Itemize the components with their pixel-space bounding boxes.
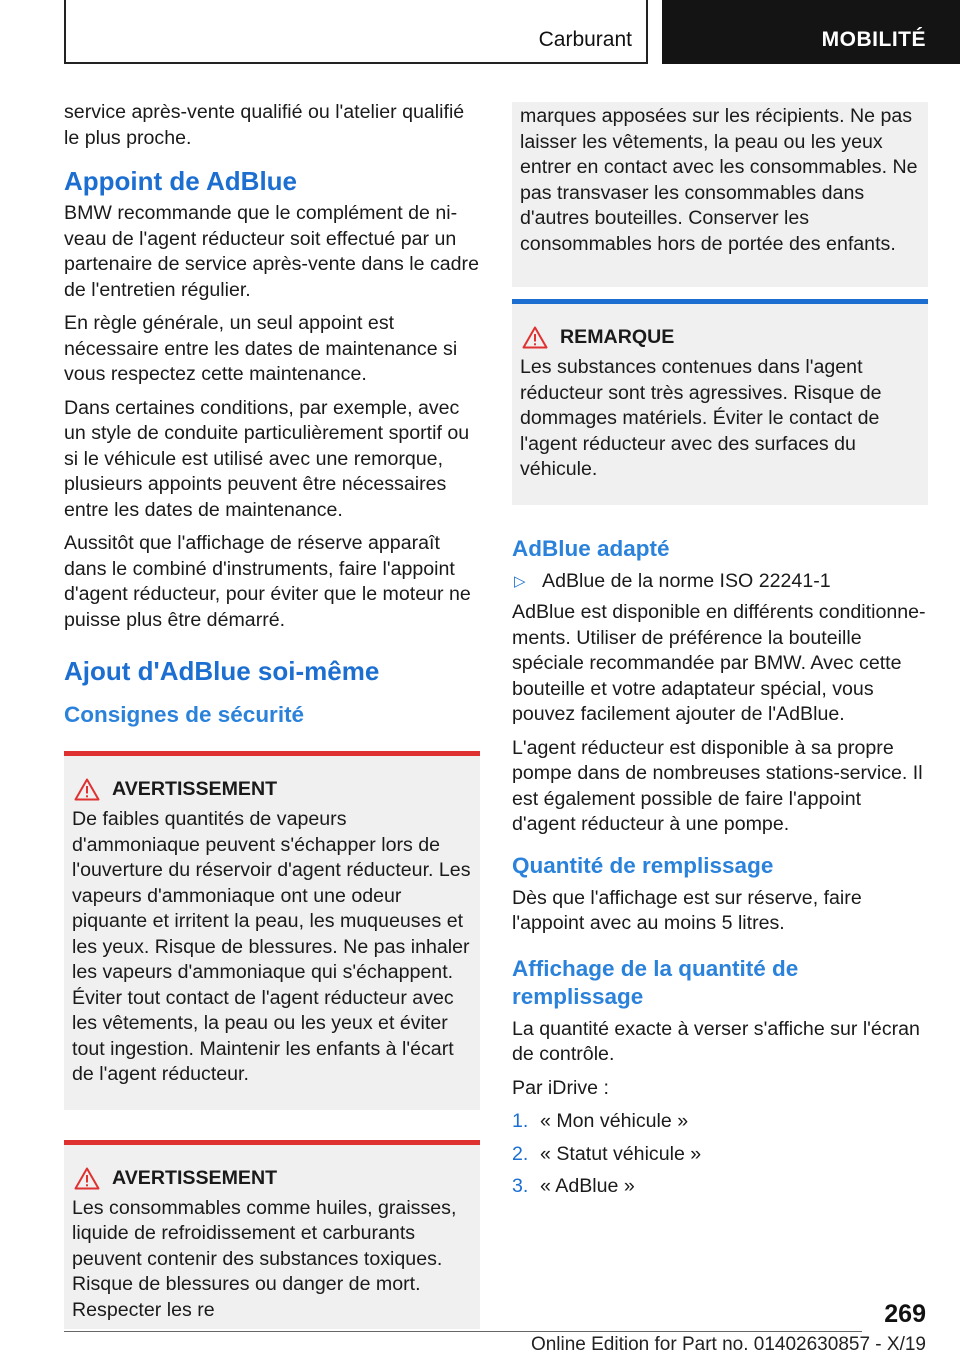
warning-triangle-icon <box>74 778 100 801</box>
step-list <box>512 1109 928 1200</box>
left-column <box>64 100 480 1329</box>
heading-affichage: Affichage de la quantité de remplissage <box>512 955 799 1009</box>
paragraph: L'agent réducteur est disponible à sa propre pompe dans de nombreuses stations-service. Il est également possible de faire l'appoint d'agent réducteur à une pompe. <box>512 736 923 835</box>
section-title: Carburant <box>538 28 632 51</box>
warning-text: Les consommables comme huiles, graisses, liquide de refroidissement et carburants peuvent contenir des substances toxiques. Risque de blessures ou danger de mort. Respecter les re <box>72 1196 457 1321</box>
list-item <box>512 1142 928 1168</box>
warning-box <box>64 751 480 1110</box>
step-text: « AdBlue » <box>540 1175 635 1197</box>
page-number: 269 <box>884 1300 926 1328</box>
warning-label: AVERTISSEMENT <box>112 1166 278 1189</box>
note-box <box>512 299 928 505</box>
note-text: Les substances contenues dans l'agent réducteur sont très agressives. Risque de dommages matériels. Éviter le contact de l'agent réducteur avec des surfaces du véhicule. <box>520 356 882 480</box>
note-label: REMARQUE <box>560 326 675 348</box>
note-header <box>520 326 920 349</box>
heading-consignes: Consignes de sécurité <box>64 702 305 727</box>
paragraph: BMW recommande que le complément de niveau de l'agent réducteur soit effectué par un partenaire de service après-vente dans le cadre de l'entretien régulier. <box>64 202 479 301</box>
step-text: « Mon véhicule » <box>540 1110 689 1132</box>
warning-triangle-icon <box>522 326 548 349</box>
header-chapter-tab <box>662 0 960 64</box>
warning-text: De faibles quantités de vapeurs d'ammoniaque peuvent s'échapper lors de l'ouverture du réservoir d'agent réducteur. Les vapeurs d'ammoniaque ont une odeur piquante et irritent la peau, les muqueuses et les yeux. Risque de blessures. Ne pas inhaler les vapeurs d'ammoniaque qui s'échappent. Éviter tout contact de l'agent réducteur avec les vêtements, la peau ou les yeux et éviter tout ingestion. Maintenir les enfants à l'écart de l'agent réducteur. <box>72 808 471 1085</box>
heading-quantite: Quantité de remplissage <box>512 852 774 878</box>
step-text: « Statut véhicule » <box>540 1142 702 1165</box>
step-number: 2. <box>512 1142 529 1165</box>
paragraph: La quantité exacte à verser s'affiche sur l'écran de contrôle. <box>512 1017 920 1065</box>
warning-header <box>72 1167 472 1190</box>
warning-box <box>64 1140 480 1330</box>
list-item <box>512 569 928 595</box>
list-item <box>512 1109 928 1135</box>
footer-divider <box>64 1331 862 1332</box>
bullet-text: AdBlue de la norme ISO 22241-1 <box>542 569 831 592</box>
chapter-title: MOBILITÉ <box>821 28 926 51</box>
intro-paragraph: service après-vente qualifié ou l'atelier qualifié le plus proche. <box>64 101 465 149</box>
heading-ajout: Ajout d'AdBlue soi-même <box>64 656 380 686</box>
warning-header <box>72 778 472 801</box>
right-column <box>512 102 928 1207</box>
paragraph: Aussitôt que l'affichage de réserve apparaît dans le combiné d'instruments, faire l'appoint d'agent réducteur, pour éviter que le moteur ne puisse plus être démarré. <box>64 532 471 631</box>
warning-label: AVERTISSEMENT <box>112 778 278 800</box>
triangle-bullet-icon: ▷ <box>514 572 526 590</box>
heading-adapte: AdBlue adapté <box>512 535 670 561</box>
warning-triangle-icon <box>74 1167 100 1190</box>
paragraph: Par iDrive : <box>512 1076 609 1099</box>
step-number: 1. <box>512 1110 529 1132</box>
list-item <box>512 1174 928 1200</box>
paragraph: Dans certaines conditions, par exemple, avec un style de conduite particulièrement sportif ou si le véhicule est utilisé avec une remorque, plusieurs appoints peuvent être nécessaires entre les dates de maintenance. <box>64 396 470 521</box>
heading-appoint: Appoint de AdBlue <box>64 166 298 196</box>
warning-box-continued <box>512 102 928 287</box>
paragraph: En règle générale, un seul appoint est nécessaire entre les dates de maintenance si vous respectez cette maintenance. <box>64 312 458 385</box>
paragraph: Dès que l'affichage est sur réserve, faire l'appoint avec au moins 5 litres. <box>512 886 862 934</box>
edition-note: Online Edition for Part no. 01402630857 - X/19 <box>530 1334 926 1355</box>
step-number: 3. <box>512 1175 529 1197</box>
warning-text: marques apposées sur les récipients. Ne pas laisser les vêtements, la peau ou les yeux entrer en contact avec les consommables. Ne pas transvaser les consommables dans d'autres bouteilles. Conserver les consommables hors de portée des enfants. <box>520 105 918 255</box>
paragraph: AdBlue est disponible en différents conditionnements. Utiliser de préférence la bouteille spéciale recommandée par BMW. Avec cette bouteille et votre adaptateur spécial, vous pouvez facilement ajouter de l'AdBlue. <box>512 601 926 725</box>
header-section-tab <box>64 0 648 64</box>
